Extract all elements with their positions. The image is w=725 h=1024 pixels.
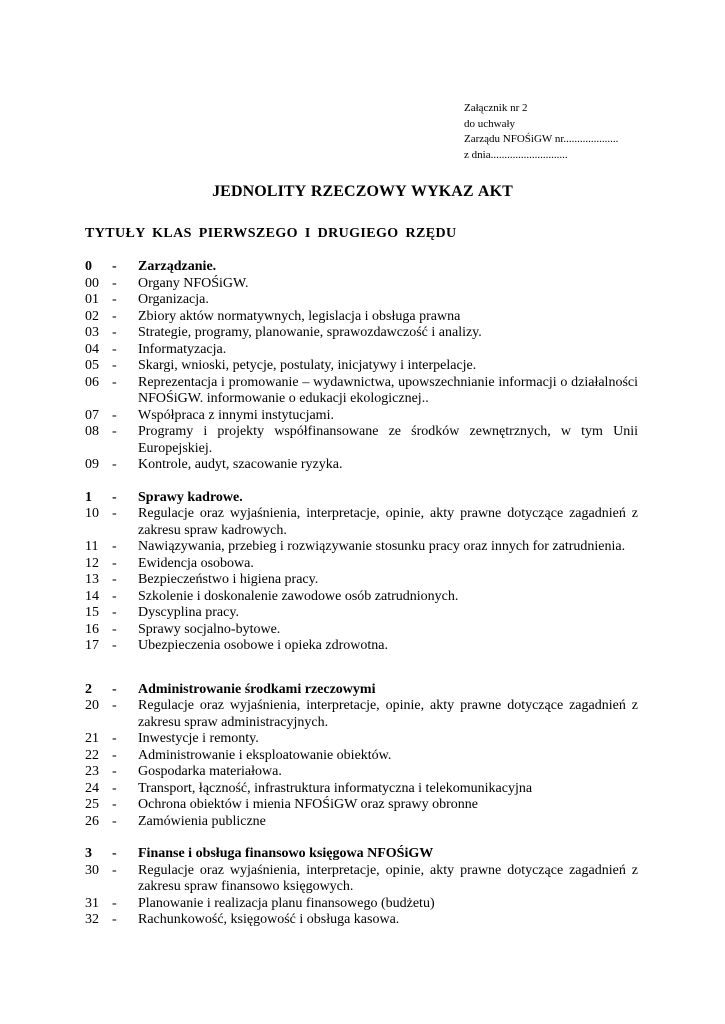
section-code: 2 — [85, 681, 92, 697]
list-item — [85, 539, 638, 556]
item-text: Ewidencja osobowa. — [138, 555, 254, 571]
item-dash: - — [112, 621, 117, 637]
item-dash: - — [112, 588, 117, 604]
item-text: Regulacje oraz wyjaśnienia, interpretacje, opinie, akty prawne dotyczące zagadnień z zakresu spraw finansowo księgowych. — [138, 862, 638, 894]
item-dash: - — [112, 407, 117, 423]
list-item — [85, 292, 638, 309]
document-subtitle: TYTUŁY KLAS PIERWSZEGO I DRUGIEGO RZĘDU — [85, 226, 457, 241]
item-text: Rachunkowość, księgowość i obsługa kasowa. — [138, 912, 400, 927]
item-text: Współpraca z innymi instytucjami. — [138, 407, 334, 423]
item-code: 20 — [85, 698, 99, 713]
list-item — [85, 325, 638, 342]
item-code: 12 — [85, 555, 99, 571]
item-text: Regulacje oraz wyjaśnienia, interpretacje, opinie, akty prawne dotyczące zagadnień z zakresu spraw kadrowych. — [138, 506, 638, 538]
class-section — [85, 259, 638, 474]
list-item — [85, 764, 638, 781]
item-dash: - — [112, 341, 117, 357]
list-item — [85, 375, 638, 408]
item-dash: - — [112, 698, 117, 713]
list-item — [85, 572, 638, 589]
item-text: Gospodarka materiałowa. — [138, 764, 282, 779]
list-item — [85, 342, 638, 359]
section-heading: Finanse i obsługa finansowo księgowa NFOŚiGW — [138, 846, 434, 861]
item-code: 31 — [85, 895, 99, 911]
item-text: Bezpieczeństwo i higiena pracy. — [138, 572, 319, 587]
item-dash: - — [112, 747, 117, 763]
item-text: Ochrona obiektów i mienia NFOŚiGW oraz sprawy obronne — [138, 797, 478, 812]
class-section — [85, 682, 638, 831]
list-item — [85, 506, 638, 539]
item-code: 02 — [85, 308, 99, 324]
list-item — [85, 896, 638, 913]
item-text: Transport, łączność, infrastruktura informatyczna i telekomunikacyjna — [138, 780, 533, 796]
document-title: JEDNOLITY RZECZOWY WYKAZ AKT — [212, 183, 513, 200]
list-item — [85, 731, 638, 748]
class-section — [85, 490, 638, 655]
item-code: 06 — [85, 374, 99, 390]
item-text: Skargi, wnioski, petycje, postulaty, inicjatywy i interpelacje. — [138, 358, 477, 373]
section-dash: - — [112, 681, 117, 697]
item-dash: - — [112, 731, 117, 746]
item-dash: - — [112, 780, 117, 796]
list-item — [85, 638, 638, 655]
annex-line: z dnia............................ — [464, 148, 568, 161]
item-code: 13 — [85, 572, 99, 587]
list-item — [85, 358, 638, 375]
item-dash: - — [112, 308, 117, 324]
section-code: 1 — [85, 489, 92, 505]
item-code: 23 — [85, 764, 99, 779]
item-code: 14 — [85, 588, 99, 604]
item-text: Sprawy socjalno-bytowe. — [138, 621, 281, 637]
item-code: 04 — [85, 341, 99, 357]
list-item — [85, 605, 638, 622]
item-code: 17 — [85, 638, 99, 653]
item-code: 30 — [85, 862, 99, 878]
item-dash: - — [112, 813, 117, 829]
item-dash: - — [112, 912, 117, 927]
item-text: Ubezpieczenia osobowe i opieka zdrowotna. — [138, 638, 388, 653]
annex-header — [464, 101, 618, 163]
item-text: Kontrole, audyt, szacowanie ryzyka. — [138, 457, 343, 472]
item-code: 22 — [85, 747, 99, 763]
item-dash: - — [112, 862, 117, 878]
item-text: Organy NFOŚiGW. — [138, 275, 249, 291]
item-text: Strategie, programy, planowanie, sprawozdawczość i analizy. — [138, 325, 482, 340]
item-dash: - — [112, 605, 117, 620]
item-code: 01 — [85, 292, 99, 307]
item-text: Regulacje oraz wyjaśnienia, interpretacje, opinie, akty prawne dotyczące zagadnień z zakresu spraw administracyjnych. — [138, 698, 638, 730]
item-dash: - — [112, 572, 117, 587]
list-item — [85, 556, 638, 573]
section-heading-row — [85, 259, 638, 276]
item-dash: - — [112, 895, 117, 911]
item-dash: - — [112, 325, 117, 340]
section-code: 0 — [85, 259, 92, 274]
item-text: Informatyzacja. — [138, 341, 227, 357]
list-item — [85, 912, 638, 929]
section-heading: Sprawy kadrowe. — [138, 489, 243, 505]
item-code: 00 — [85, 275, 99, 291]
item-dash: - — [112, 292, 117, 307]
section-code: 3 — [85, 846, 92, 861]
item-dash: - — [112, 797, 117, 812]
item-code: 24 — [85, 780, 99, 796]
item-code: 05 — [85, 358, 99, 373]
item-text: Zamówienia publiczne — [138, 813, 266, 829]
list-item — [85, 457, 638, 474]
item-code: 32 — [85, 912, 99, 927]
list-item — [85, 781, 638, 798]
item-dash: - — [112, 539, 117, 554]
item-code: 15 — [85, 605, 99, 620]
item-code: 21 — [85, 731, 99, 746]
section-heading-row — [85, 846, 638, 863]
list-item — [85, 276, 638, 293]
item-code: 07 — [85, 407, 99, 423]
annex-line: Zarządu NFOŚiGW nr.................... — [464, 133, 619, 145]
item-dash: - — [112, 275, 117, 291]
item-code: 16 — [85, 621, 99, 637]
item-dash: - — [112, 424, 117, 439]
list-item — [85, 814, 638, 831]
item-text: Zbiory aktów normatywnych, legislacja i obsługa prawna — [138, 308, 461, 324]
item-text: Administrowanie i eksploatowanie obiektów. — [138, 747, 392, 763]
item-code: 09 — [85, 457, 99, 472]
class-section — [85, 846, 638, 929]
list-item — [85, 698, 638, 731]
item-dash: - — [112, 457, 117, 472]
section-heading-row — [85, 490, 638, 507]
item-code: 11 — [85, 539, 99, 554]
item-code: 10 — [85, 506, 99, 521]
item-dash: - — [112, 374, 117, 390]
list-item — [85, 748, 638, 765]
item-code: 25 — [85, 797, 99, 812]
item-code: 03 — [85, 325, 99, 340]
item-text: Szkolenie i doskonalenie zawodowe osób zatrudnionych. — [138, 588, 459, 604]
item-dash: - — [112, 506, 117, 521]
item-dash: - — [112, 764, 117, 779]
list-item — [85, 797, 638, 814]
section-heading: Administrowanie środkami rzeczowymi — [138, 681, 376, 697]
item-code: 26 — [85, 813, 99, 829]
list-item — [85, 589, 638, 606]
section-dash: - — [112, 489, 117, 505]
section-heading: Zarządzanie. — [138, 259, 217, 274]
section-heading-row — [85, 682, 638, 699]
list-item — [85, 309, 638, 326]
item-text: Planowanie i realizacja planu finansowego (budżetu) — [138, 895, 435, 911]
section-dash: - — [112, 259, 117, 274]
item-dash: - — [112, 555, 117, 571]
list-item — [85, 863, 638, 896]
list-item — [85, 408, 638, 425]
section-dash: - — [112, 846, 117, 861]
item-code: 08 — [85, 424, 99, 439]
list-item — [85, 424, 638, 457]
item-text: Inwestycje i remonty. — [138, 731, 259, 746]
annex-line: do uchwały — [464, 117, 516, 130]
annex-line: Załącznik nr 2 — [464, 102, 528, 114]
item-text: Dyscyplina pracy. — [138, 605, 239, 620]
item-dash: - — [112, 358, 117, 373]
item-text: Programy i projekty współfinansowane ze środków zewnętrznych, w tym Unii Europejskiej. — [138, 424, 638, 456]
class-list — [85, 259, 638, 945]
item-dash: - — [112, 638, 117, 653]
item-text: Reprezentacja i promowanie – wydawnictwa, upowszechnianie informacji o działalności NFOŚiGW. informowanie o edukacji ekologicznej.. — [138, 374, 638, 406]
item-text: Nawiązywania, przebieg i rozwiązywanie stosunku pracy oraz innych for zatrudnienia. — [138, 539, 626, 554]
list-item — [85, 622, 638, 639]
item-text: Organizacja. — [138, 292, 209, 307]
